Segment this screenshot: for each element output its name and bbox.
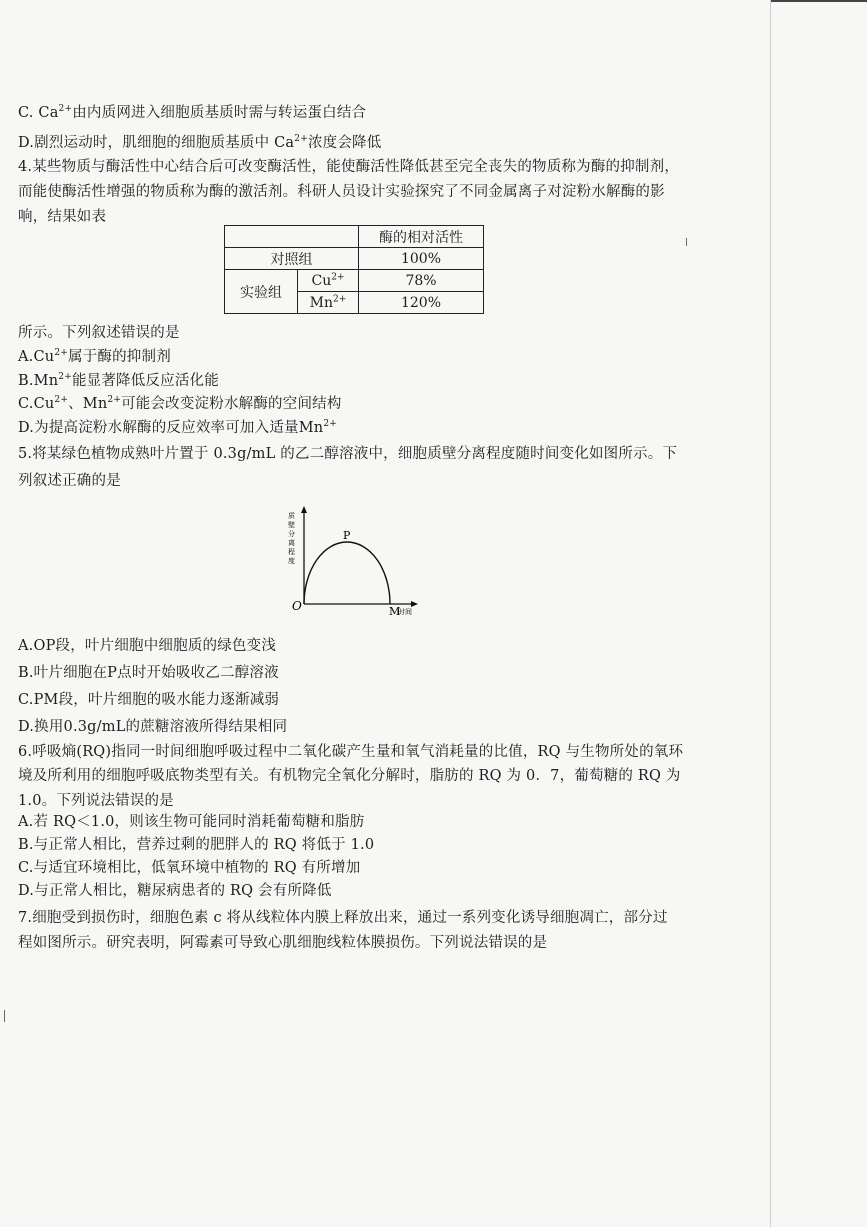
q3-option-c: C. $Ca^{2+}$由内质网进入细胞质基质时需与转运蛋白结合 [18,104,367,121]
scan-speck [686,238,687,246]
q5-option-c: C.PM段，叶片细胞的吸水能力逐渐减弱 [18,692,280,708]
control-group-label: 对照组 [225,248,359,270]
ion-mn-value: 120% [359,292,484,314]
ion-cu-value: 78% [359,270,484,292]
y-axis-label-char: 程 [288,548,295,556]
q5-stem-line-2: 列叙述正确的是 [18,473,121,489]
experiment-group-label: 实验组 [225,270,298,314]
y-axis-label-char: 分 [288,530,295,538]
scan-speck [4,1010,5,1022]
scan-edge-right [770,0,771,1227]
q4-option-d: D.为提高淀粉水解酶的反应效率可加入适量$Mn^{2+}$ [18,419,337,436]
enzyme-activity-table [224,225,484,314]
q4-stem-line-2: 而能使酶活性增强的物质称为酶的激活剂。科研人员设计实验探究了不同金属离子对淀粉水解酶的影 [18,184,665,200]
plasmolysis-graph [286,504,426,622]
q5-stem-line-1: 5.将某绿色植物成熟叶片置于 0.3g/mL 的乙二醇溶液中，细胞质壁分离程度随时间变化如图所示。下 [18,446,678,462]
x-axis-arrow [411,601,418,607]
y-axis-label-char: 壁 [288,521,295,529]
q6-option-d: D.与正常人相比，糖尿病患者的 RQ 会有所降低 [18,883,332,899]
scan-edge-top [770,0,867,2]
y-axis-arrow [301,506,307,513]
q4-option-b: $B.Mn^{2+}$能显著降低反应活化能 [18,372,219,389]
ion-mn-label: $Mn^{2+}$ [298,292,359,314]
q6-option-c: C.与适宜环境相比，低氧环境中植物的 RQ 有所增加 [18,860,361,876]
x-axis-label: 时间 [398,608,412,616]
q6-option-b: B.与正常人相比，营养过剩的肥胖人的 RQ 将低于 1.0 [18,837,375,853]
peak-label: P [343,529,351,542]
q4-stem-line-3: 响，结果如表 [18,209,107,225]
y-axis-label-char: 质 [288,512,295,520]
q5-option-b: B.叶片细胞在P点时开始吸收乙二醇溶液 [18,665,279,681]
q6-stem-line-1: 6.呼吸熵(RQ)指同一时间细胞呼吸过程中二氧化碳产生量和氧气消耗量的比值，RQ 与生物所处的氧环 [18,744,684,760]
q6-stem-line-3: 1.0。下列说法错误的是 [18,793,174,809]
table-corner-cell [225,226,359,248]
q6-stem-line-2: 境及所利用的细胞呼吸底物类型有关。有机物完全氧化分解时，脂肪的 RQ 为 0．7，葡萄糖的 RQ 为 [18,768,681,784]
end-label: M [389,605,401,618]
q5-option-a: A.OP段，叶片细胞中细胞质的绿色变浅 [18,638,277,654]
q6-option-a: A.若 RQ＜1.0，则该生物可能同时消耗葡萄糖和脂肪 [18,814,365,830]
plasmolysis-curve [304,542,390,604]
origin-label: O [292,599,302,613]
q4-stem-line-4: 所示。下列叙述错误的是 [18,325,180,341]
q4-option-a: $A.Cu^{2+}$属于酶的抑制剂 [18,348,171,365]
y-axis-label-char: 度 [288,557,295,565]
q7-stem-line-2: 程如图所示。研究表明，阿霉素可导致心肌细胞线粒体膜损伤。下列说法错误的是 [18,935,548,951]
q4-stem-line-1: 4.某些物质与酶活性中心结合后可改变酶活性，能使酶活性降低甚至完全丧失的物质称为酶的抑制剂， [18,159,680,175]
q5-option-d: D.换用0.3g/mL的蔗糖溶液所得结果相同 [18,719,288,735]
table-header: 酶的相对活性 [359,226,484,248]
q4-option-c: $C.Cu^{2+}$、$Mn^{2+}$可能会改变淀粉水解酶的空间结构 [18,395,342,412]
control-group-value: 100% [359,248,484,270]
y-axis-label [288,511,295,565]
q3-option-d: D.剧烈运动时，肌细胞的细胞质基质中 $Ca^{2+}$浓度会降低 [18,134,382,151]
y-axis-label-char: 离 [288,539,295,547]
q7-stem-line-1: 7.细胞受到损伤时，细胞色素 c 将从线粒体内膜上释放出来，通过一系列变化诱导细胞凋亡，部分过 [18,910,668,926]
ion-cu-label: $Cu^{2+}$ [298,270,359,292]
